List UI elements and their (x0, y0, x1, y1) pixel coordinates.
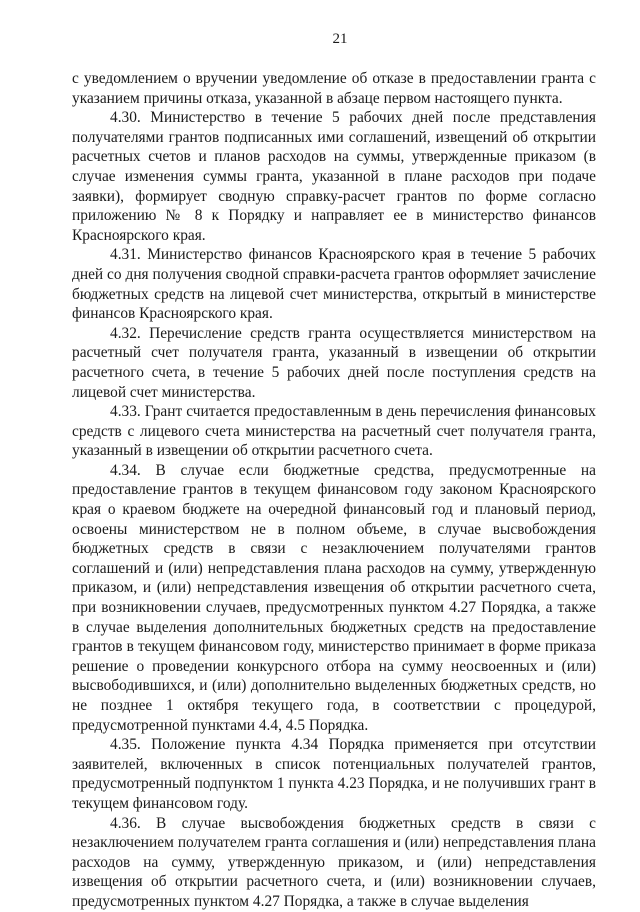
paragraph-carry-over: с уведомлением о вручении уведомление об отказе в предоставлении гранта с указанием причины отказа, указанной в абзаце первом настоящего пункта. (72, 70, 596, 107)
paragraph-4-32: 4.32. Перечисление средств гранта осуществляется министерством на расчетный счет получателя гранта, указанный в извещении об открытии расчетного счета, в течение 5 рабочих дней после поступления средств на лицевой счет министерства. (72, 324, 596, 401)
document-page (72, 30, 596, 912)
paragraph-4-33: 4.33. Грант считается предоставленным в день перечисления финансовых средств с лицевого счета министерства на расчетный счет получателя гранта, указанный в извещении об открытии расчетного счета. (72, 403, 596, 460)
paragraph-4-34: 4.34. В случае если бюджетные средства, предусмотренные на предоставление грантов в текущем финансовом году законом Красноярского края о краевом бюджете на очередной финансовый год и плановый период, освоены министерством не в полном объеме, в случае высвобождения бюджетных средств в связи с незаключением получателями грантов соглашений и (или) непредставления плана расходов на сумму, утвержденную приказом, и (или) непредставления извещения об открытии расчетного счета, при возникновении случаев, предусмотренных пунктом 4.27 Порядка, а также в случае выделения дополнительных бюджетных средств на предоставление грантов в текущем финансовом году, министерство принимает в форме приказа решение о проведении конкурсного отбора на сумму неосвоенных и (или) высвободившихся, и (или) дополнительно выделенных бюджетных средств, но не позднее 1 октября текущего года, в соответствии с процедурой, предусмотренной пунктами 4.4, 4.5 Порядка. (72, 461, 596, 734)
paragraph-4-30: 4.30. Министерство в течение 5 рабочих дней после представления получателями грантов подписанных ими соглашений, извещений об открытии расчетных счетов и планов расходов на суммы, утвержденные приказом (в случае изменения суммы гранта, указанной в плане расходов при подаче заявки), формирует сводную справку-расчет грантов по форме согласно приложению № 8 к Порядку и направляет ее в министерство финансов Красноярского края. (72, 109, 596, 244)
paragraph-4-36: 4.36. В случае высвобождения бюджетных средств в связи с незаключением получателем гранта соглашения и (или) непредставления плана расходов на сумму, утвержденную приказом, и (или) непредставления извещения об открытии расчетного счета, и (или) возникновении случаев, предусмотренных пунктом 4.27 Порядка, а также в случае выделения (72, 814, 596, 910)
paragraph-4-35: 4.35. Положение пункта 4.34 Порядка применяется при отсутствии заявителей, включенных в список потенциальных получателей грантов, предусмотренный подпунктом 1 пункта 4.23 Порядка, и не получивших грант в текущем финансовом году. (72, 736, 596, 812)
page-number: 21 (332, 31, 348, 47)
paragraph-4-31: 4.31. Министерство финансов Красноярского края в течение 5 рабочих дней со дня получения сводной справки-расчета грантов оформляет зачисление бюджетных средств на лицевой счет министерства, открытый в министерстве финансов Красноярского края. (72, 246, 596, 323)
